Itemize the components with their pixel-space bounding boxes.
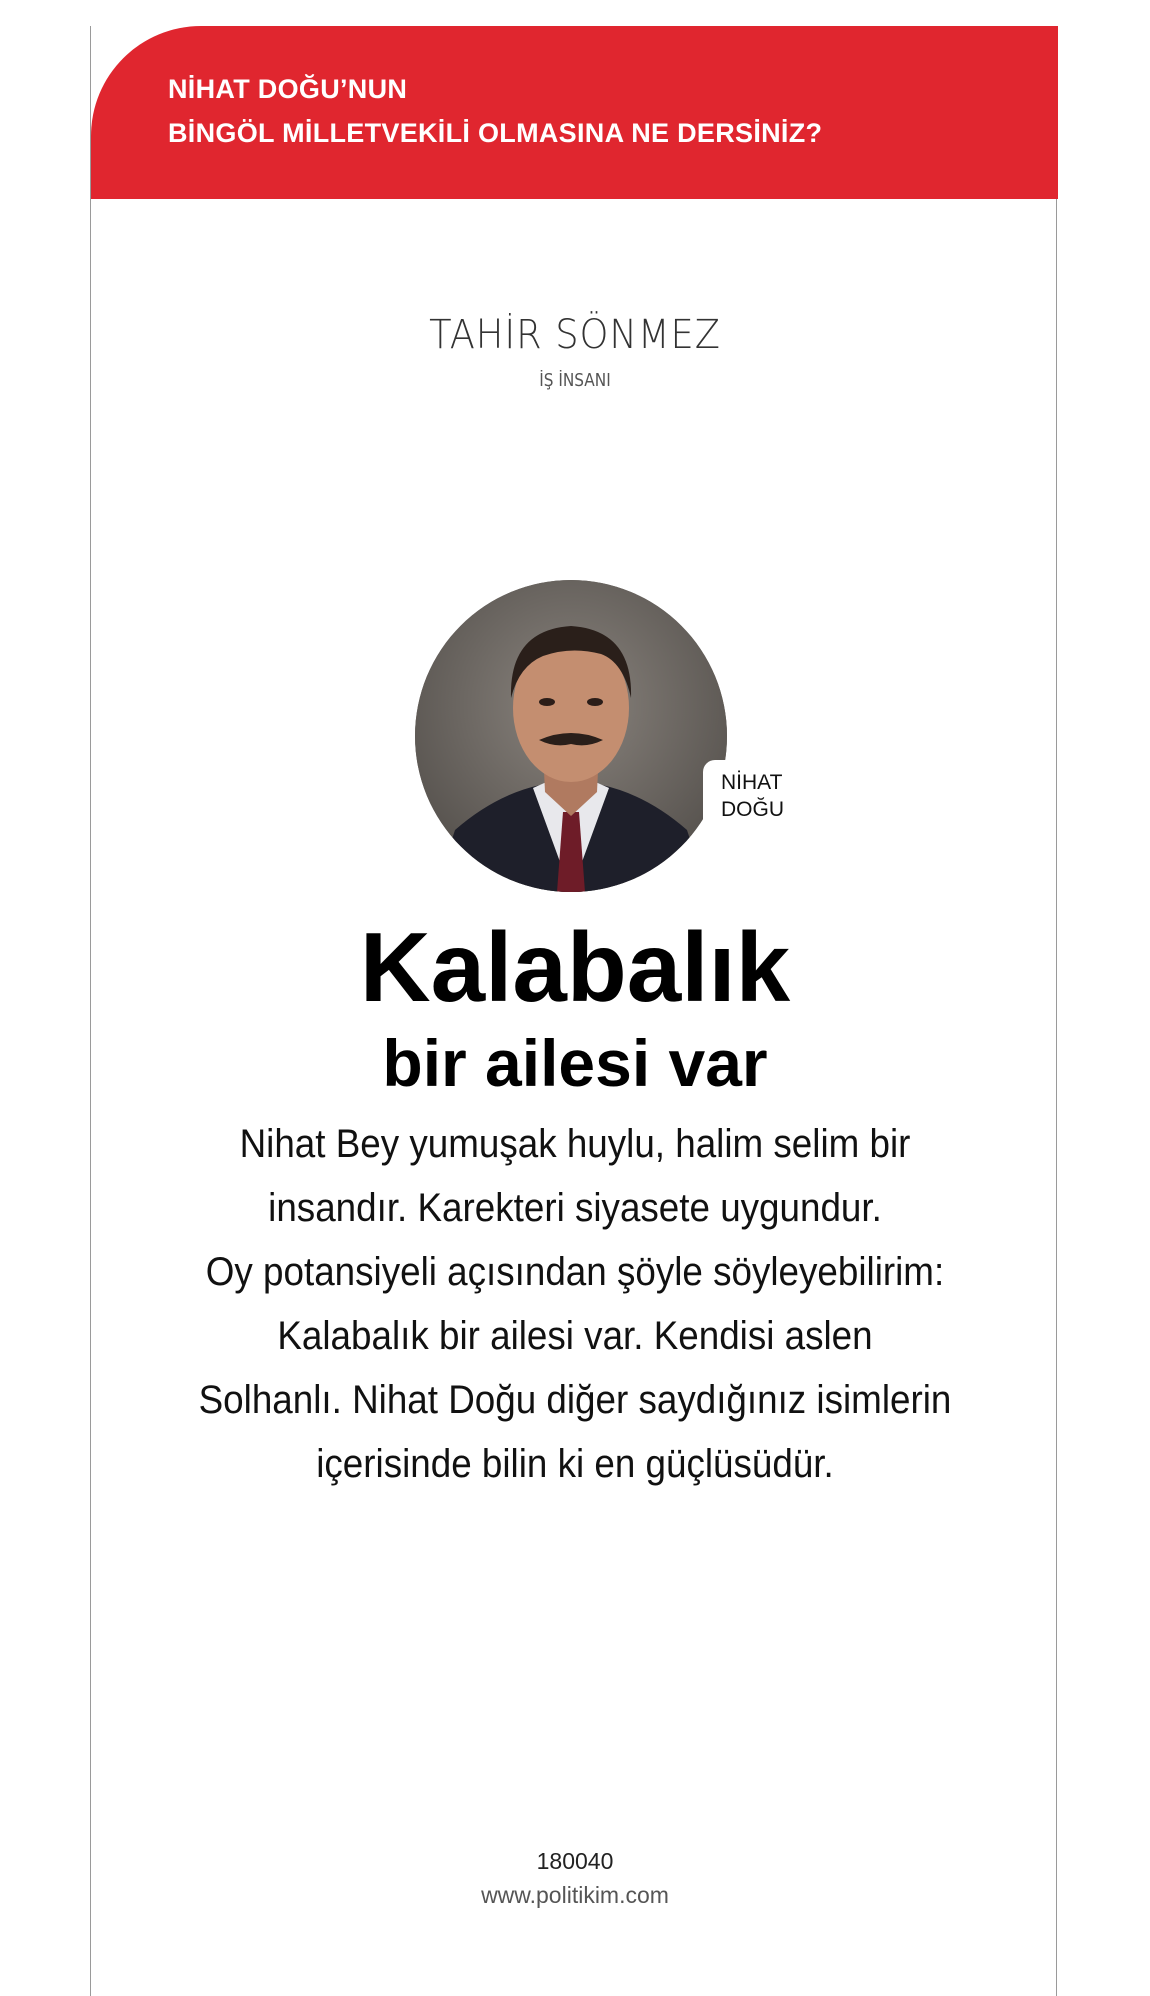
quote-line: insandır. Karekteri siyasete uygundur. — [268, 1186, 882, 1230]
headline-sub: bir ailesi var — [382, 1026, 768, 1100]
question-banner — [91, 26, 1058, 199]
quote-line: Nihat Bey yumuşak huylu, halim selim bir — [239, 1122, 911, 1166]
subject-portrait — [415, 580, 727, 892]
headline-main: Kalabalık — [359, 912, 791, 1022]
quote-line: Oy potansiyeli açısından şöyle söyleyebilirim: — [205, 1250, 945, 1294]
author-title: İŞ İNSANI — [539, 370, 611, 391]
author-name: TAHİR SÖNMEZ — [429, 312, 721, 358]
subject-name-line-2: DOĞU — [721, 798, 784, 821]
quote-line: Kalabalık bir ailesi var. Kendisi aslen — [277, 1314, 873, 1358]
subject-name-tag — [703, 760, 799, 850]
banner-question-line-2: BİNGÖL MİLLETVEKİLİ OLMASINA NE DERSİNİZ? — [168, 118, 823, 148]
quote-line: içerisinde bilin ki en güçlüsüdür. — [316, 1442, 834, 1486]
portrait-illustration — [415, 580, 727, 892]
subject-name-line-1: NİHAT — [721, 771, 783, 794]
quote-body — [140, 1112, 1010, 1496]
quote-line: Solhanlı. Nihat Doğu diğer saydığınız isimlerin — [198, 1378, 952, 1422]
footer-id: 180040 — [536, 1848, 614, 1874]
banner-question-line-1: NİHAT DOĞU’NUN — [168, 74, 408, 104]
footer-url[interactable]: www.politikim.com — [481, 1882, 669, 1908]
